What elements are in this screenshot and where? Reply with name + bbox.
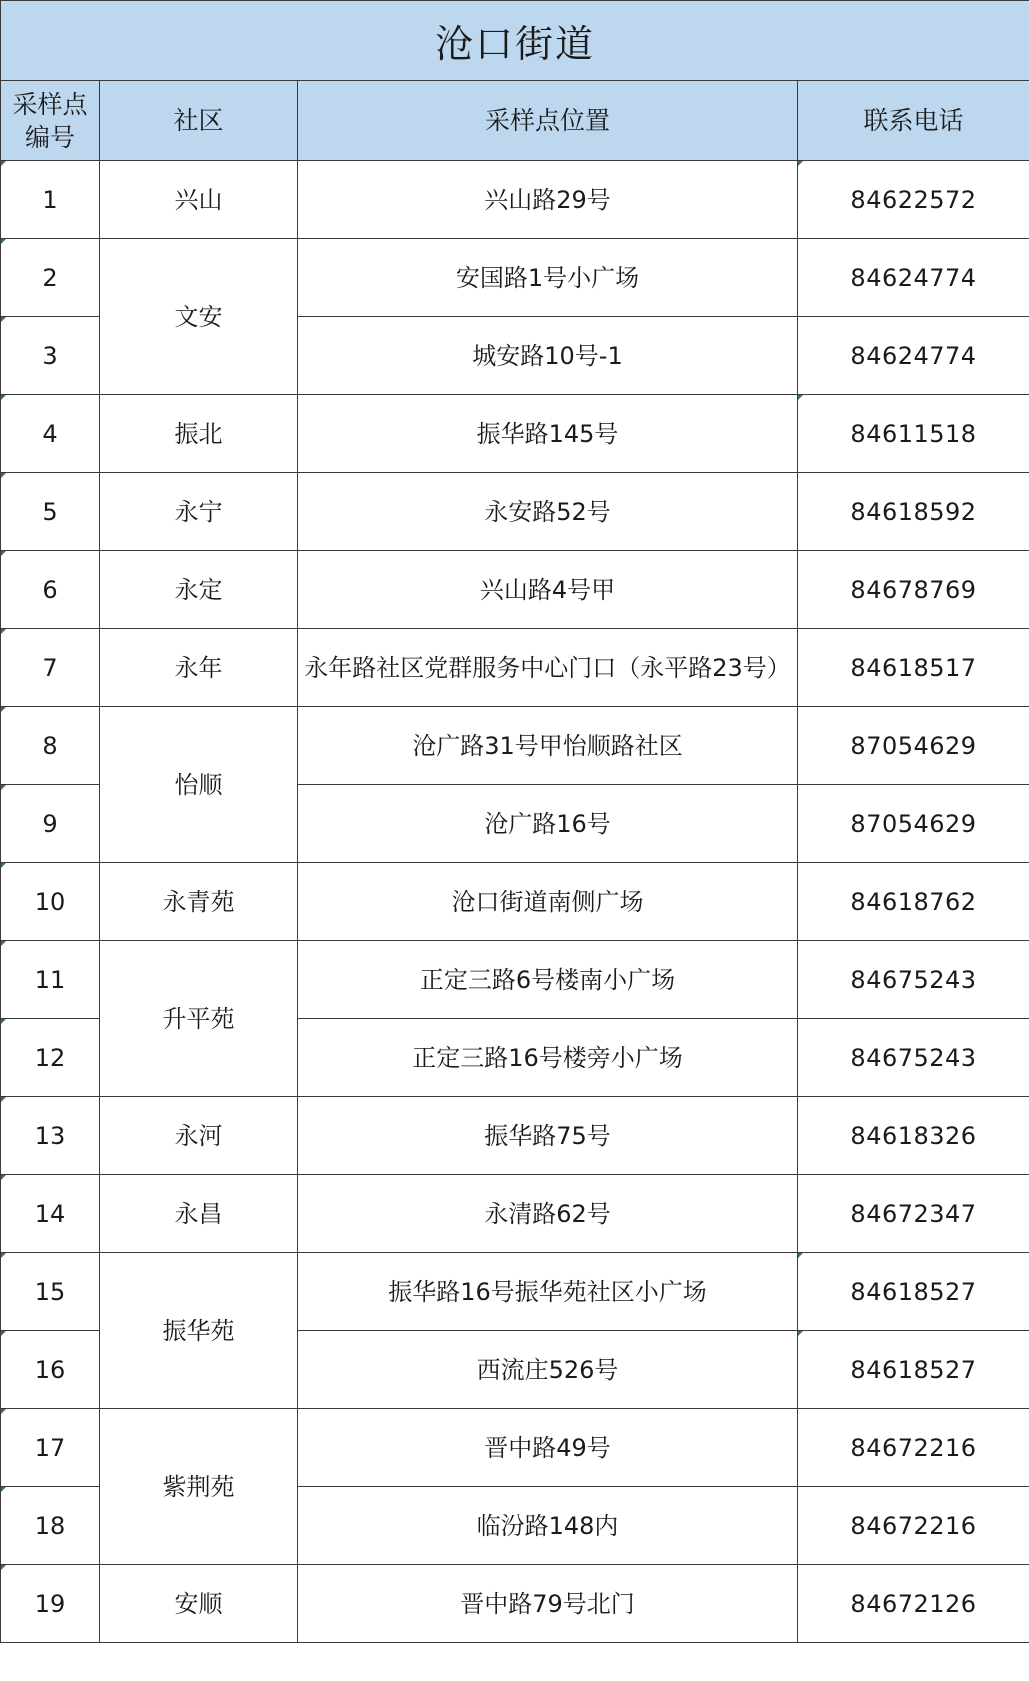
table-row: [1, 1409, 1029, 1487]
community-cell: 永昌: [100, 1175, 298, 1253]
community-cell: 安顺: [100, 1565, 298, 1643]
site-id-cell: 15: [1, 1253, 100, 1331]
location-cell: 正定三路16号楼旁小广场: [298, 1019, 798, 1097]
community-cell: 永定: [100, 551, 298, 629]
location-cell: 城安路10号-1: [298, 317, 798, 395]
location-cell: 振华路16号振华苑社区小广场: [298, 1253, 798, 1331]
community-cell: 永河: [100, 1097, 298, 1175]
site-id-cell: 1: [1, 161, 100, 239]
site-id-cell: 2: [1, 239, 100, 317]
site-id-cell: 16: [1, 1331, 100, 1409]
phone-cell: 87054629: [798, 785, 1029, 863]
site-id-cell: 19: [1, 1565, 100, 1643]
community-cell: 永年: [100, 629, 298, 707]
phone-cell: 84672347: [798, 1175, 1029, 1253]
site-id-cell: 4: [1, 395, 100, 473]
site-id-cell: 7: [1, 629, 100, 707]
table-row: [1, 473, 1029, 551]
site-id-cell: 6: [1, 551, 100, 629]
table-row: [1, 629, 1029, 707]
site-id-cell: 17: [1, 1409, 100, 1487]
phone-cell: 84618517: [798, 629, 1029, 707]
location-cell: 永年路社区党群服务中心门口（永平路23号）: [298, 629, 798, 707]
table-row: [1, 1565, 1029, 1643]
table-row: [1, 1097, 1029, 1175]
table-row: [1, 707, 1029, 785]
table-row: [1, 395, 1029, 473]
site-id-cell: 18: [1, 1487, 100, 1565]
phone-cell: 84622572: [798, 161, 1029, 239]
phone-cell: 84624774: [798, 239, 1029, 317]
community-cell: 怡顺: [100, 707, 298, 863]
location-cell: 沧广路16号: [298, 785, 798, 863]
location-cell: 安国路1号小广场: [298, 239, 798, 317]
phone-cell: 84624774: [798, 317, 1029, 395]
phone-cell: 84618527: [798, 1331, 1029, 1409]
table-row: [1, 941, 1029, 1019]
community-cell: 振华苑: [100, 1253, 298, 1409]
location-cell: 正定三路6号楼南小广场: [298, 941, 798, 1019]
community-cell: 紫荆苑: [100, 1409, 298, 1565]
location-cell: 永安路52号: [298, 473, 798, 551]
location-cell: 临汾路148内: [298, 1487, 798, 1565]
phone-cell: 84618762: [798, 863, 1029, 941]
site-id-cell: 8: [1, 707, 100, 785]
site-id-cell: 9: [1, 785, 100, 863]
phone-cell: 84618326: [798, 1097, 1029, 1175]
location-cell: 西流庄526号: [298, 1331, 798, 1409]
phone-cell: 84611518: [798, 395, 1029, 473]
phone-cell: 84618527: [798, 1253, 1029, 1331]
table-row: [1, 239, 1029, 317]
table-row: [1, 551, 1029, 629]
phone-cell: 84675243: [798, 941, 1029, 1019]
community-cell: 兴山: [100, 161, 298, 239]
location-cell: 振华路145号: [298, 395, 798, 473]
phone-cell: 84678769: [798, 551, 1029, 629]
location-cell: 兴山路29号: [298, 161, 798, 239]
location-cell: 晋中路49号: [298, 1409, 798, 1487]
phone-cell: 84672126: [798, 1565, 1029, 1643]
community-cell: 振北: [100, 395, 298, 473]
site-id-cell: 5: [1, 473, 100, 551]
table-row: [1, 1253, 1029, 1331]
phone-cell: 84672216: [798, 1409, 1029, 1487]
header-location: 采样点位置: [298, 81, 798, 161]
location-cell: 沧口街道南侧广场: [298, 863, 798, 941]
table-row: [1, 1175, 1029, 1253]
location-cell: 振华路75号: [298, 1097, 798, 1175]
phone-cell: 84618592: [798, 473, 1029, 551]
header-phone: 联系电话: [798, 81, 1029, 161]
site-id-cell: 13: [1, 1097, 100, 1175]
community-cell: 永青苑: [100, 863, 298, 941]
table-row: [1, 161, 1029, 239]
header-community: 社区: [100, 81, 298, 161]
site-id-cell: 3: [1, 317, 100, 395]
phone-cell: 84672216: [798, 1487, 1029, 1565]
table-row: [1, 863, 1029, 941]
location-cell: 晋中路79号北门: [298, 1565, 798, 1643]
phone-cell: 87054629: [798, 707, 1029, 785]
community-cell: 永宁: [100, 473, 298, 551]
phone-cell: 84675243: [798, 1019, 1029, 1097]
table-title: 沧口街道: [1, 1, 1029, 81]
site-id-cell: 11: [1, 941, 100, 1019]
site-id-cell: 10: [1, 863, 100, 941]
community-cell: 升平苑: [100, 941, 298, 1097]
community-cell: 文安: [100, 239, 298, 395]
location-cell: 沧广路31号甲怡顺路社区: [298, 707, 798, 785]
location-cell: 兴山路4号甲: [298, 551, 798, 629]
location-cell: 永清路62号: [298, 1175, 798, 1253]
site-id-cell: 14: [1, 1175, 100, 1253]
header-site-id: 采样点编号: [1, 81, 100, 161]
site-id-cell: 12: [1, 1019, 100, 1097]
